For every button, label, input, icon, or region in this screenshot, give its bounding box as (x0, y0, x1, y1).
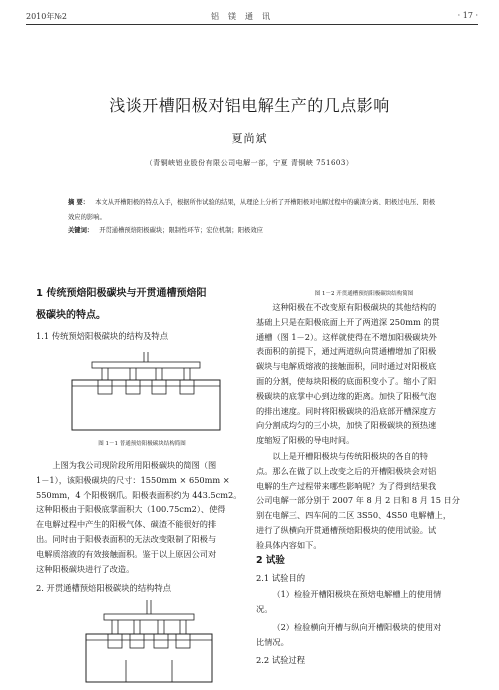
text-line: 这种阳极在不改变原有阳极碳块的其他结构的 (272, 302, 437, 312)
text-line: 向分割成均匀的三小块，加快了阳极碳块的预热速 (256, 420, 437, 431)
text-line: 碳块与电解质熔液的接触面积，同时通过对阳极底 (256, 361, 437, 372)
text-line: 这种阳极碳块进行了改造。 (36, 563, 135, 574)
text-line: 验具体内容如下。 (256, 539, 322, 550)
text-line: 550mm，4 个阳极钢爪。阳极表面积约为 443.5cm2。 (36, 489, 242, 500)
item-2 (256, 620, 472, 650)
subsection-2-1 (256, 571, 472, 586)
abstract (68, 195, 440, 225)
subsection-1-2-title: 2. 开贯通槽预焙阳极碳块的结构特点 (36, 583, 172, 593)
text-line: 上图为我公司现阶段所用阳极碳块的简图（图 (52, 460, 217, 470)
text-line: 电解质溶液的有效接触面积。鉴于以上原因公司对 (36, 548, 217, 559)
text-line: 出。同时由于阳极表面积的无法改变限制了阳极与 (36, 533, 217, 544)
author-name: 夏尚斌 (231, 132, 268, 145)
text-line: 在电解过程中产生的阳极气体、碳渣不能很好的排 (36, 519, 217, 530)
abstract-text: 本文从开槽阳极的特点入手，根据所作试验的结果，从理论上分析了开槽阳极对电解过程中的碳渣分离、阳极过电压、阳极效应的影响。 (68, 199, 436, 221)
figure-1-2-anode-diagram (74, 600, 224, 684)
page-number: · 17 · (457, 11, 478, 20)
keywords-text: 开贯通槽预焙阳极碳块；限制性环节；宏位机制；阳极效应 (99, 227, 263, 234)
text-line: （1）检验开槽阳极块在预焙电解槽上的使用情 (272, 589, 442, 599)
subsection-2-2-title: 2.2 试验过程 (256, 655, 306, 665)
text-line: 这种阳极由于阳极底掌面积大（100.75cm2）、使得 (36, 504, 226, 515)
text-line: （2）检验横向开槽与纵向开槽阳极块的使用对 (272, 622, 442, 632)
right-paragraph-2 (256, 449, 472, 553)
text-line: 面的分割，使每块阳极的底面积变小了。缩小了阳 (256, 375, 437, 386)
text-line: 别在电解三、四车间的二区 3S50、4S50 电解槽上， (256, 510, 452, 521)
figure-1-2-caption: 图 1－2 开贯通槽预焙阳极碳块结构简图 (314, 291, 414, 297)
text-line: 以上是开槽阳极块与传统阳极块的各自的特 (272, 451, 428, 461)
right-paragraph-1 (256, 300, 472, 448)
text-line: 况。 (256, 603, 273, 614)
section1-heading-line2: 极碳块的特点。 (36, 310, 106, 321)
text-line: 比情况。 (256, 636, 289, 647)
keywords-label: 关键词： (68, 227, 94, 234)
text-line: 的排出速度。同时将阳极碳块的沿底部开槽深度方 (256, 405, 437, 416)
journal-issue: 2010年№2 (26, 12, 68, 21)
subsection-1-2 (36, 581, 248, 596)
header-rule (26, 24, 478, 25)
subsection-2-1-title: 2.1 试验目的 (256, 573, 306, 583)
subsection-2-2 (256, 653, 472, 668)
subsection-1-1 (36, 329, 248, 344)
figure-1-1-caption: 图 1－1 普通预焙阳极碳块结构简图 (98, 441, 186, 447)
text-line: 度缩短了阳极的导电时间。 (256, 435, 355, 446)
section2-heading (256, 553, 472, 569)
article-title: 浅谈开槽阳极对铝电解生产的几点影响 (109, 96, 390, 115)
abstract-label: 摘 要： (68, 199, 90, 206)
item-1 (256, 587, 472, 617)
subsection-1-1-title: 1.1 传统预焙阳极碳块的结构及特点 (36, 331, 168, 341)
figure-1-1-anode-diagram (52, 352, 240, 436)
section1-heading-line1: 1 传统预焙阳极碳块与开贯通槽预焙阳 (36, 288, 207, 299)
left-paragraph-1 (36, 458, 248, 576)
section2-heading-text: 2 试验 (256, 555, 285, 566)
text-line: 表面积的前提下，通过两道纵向贯通槽增加了阳极 (256, 346, 437, 357)
keywords (68, 225, 440, 234)
section1-heading (36, 283, 248, 327)
author-affiliation: （青铜峡铝业股份有限公司电解一部，宁夏 青铜峡 751603） (145, 159, 354, 167)
text-line: 基础上只是在阳极底面上开了两道深 250mm 的贯 (256, 316, 440, 327)
text-line: 电解的生产过程带来哪些影响呢？为了得到结果我 (256, 480, 437, 491)
text-line: 进行了纵横向开贯通槽预焙阳极块的使用试验。试 (256, 524, 437, 535)
text-line: 点。那么在做了以上改变之后的开槽阳极块会对铝 (256, 465, 437, 476)
text-line: 1－1），该阳极碳块的尺寸：1550mm × 650mm × (36, 474, 230, 485)
text-line: 极碳块的底掌中心到边缘的距离。加快了阳极气泡 (256, 390, 437, 401)
journal-name: 铝镁通讯 (211, 12, 279, 21)
text-line: 通槽（图 1－2）。这样就使得在不增加阳极碳块外 (256, 331, 437, 342)
text-line: 公司电解一部分别于 2007 年 8 月 2 日和 8 月 15 日分 (256, 495, 460, 506)
